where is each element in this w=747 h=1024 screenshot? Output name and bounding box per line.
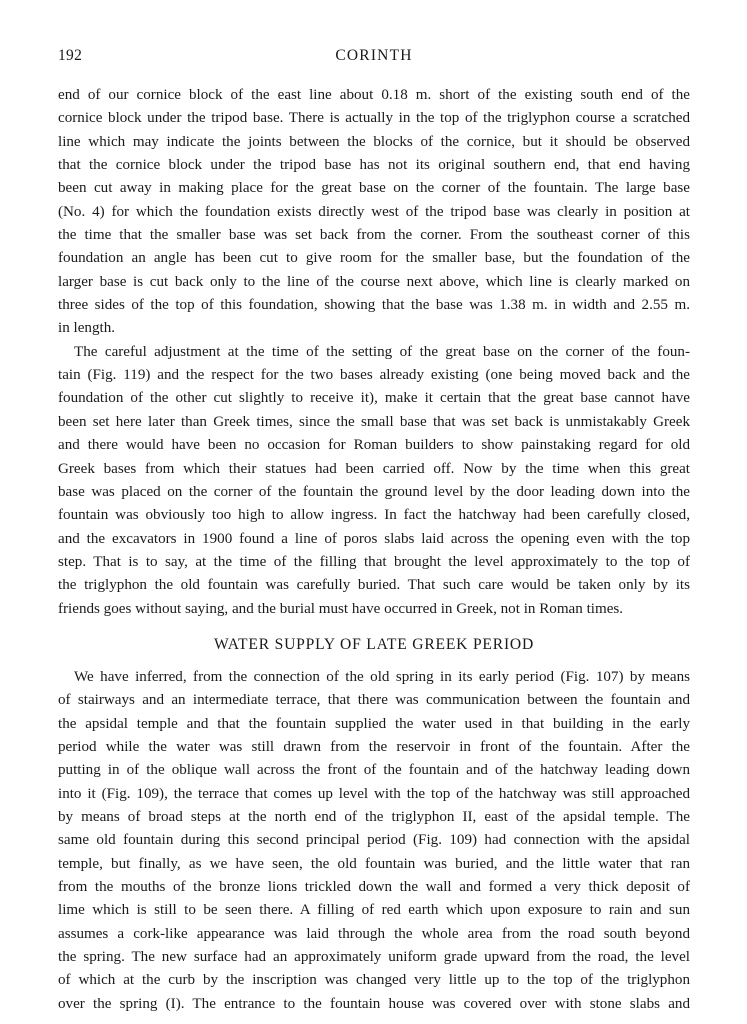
text-line: in length. (58, 320, 116, 337)
text-line: the spring. The new surface had an approximately uniform grade upward from the road, the level (58, 949, 690, 966)
text-line: The careful adjustment at the time of the setting of the great base on the corner of the foun- (74, 343, 690, 360)
text-line: from the mouths of the bronze lions trickled down the wall and formed a very thick deposit of (58, 879, 690, 895)
text-line: line which may indicate the joints between the blocks of the cornice, but it should be observed (58, 133, 690, 150)
text-line: end of our cornice block of the east line about 0.18 m. short of the existing south end of the (58, 87, 690, 103)
text-line: base was placed on the corner of the fountain the ground level by the door leading down into the (58, 483, 690, 500)
text-line: of stairways and an intermediate terrace, that there was communication between the fountain and (58, 692, 690, 709)
text-line: tain (Fig. 119) and the respect for the two bases already existing (one being moved back and the (58, 367, 690, 384)
text-line: been cut away in making place for the great base on the corner of the fountain. The large base (58, 180, 690, 197)
text-line: We have inferred, from the connection of the old spring in its early period (Fig. 107) by means (74, 668, 690, 685)
text-line: over the spring (I). The entrance to the fountain house was covered over with stone slabs and (58, 995, 690, 1012)
text-line: Greek bases from which their statues had been carried off. Now by the time when this great (58, 460, 690, 477)
text-line: foundation an angle has been cut to give room for the smaller base, but the foundation of the (58, 250, 690, 267)
section-heading: WATER SUPPLY OF LATE GREEK PERIOD (213, 635, 535, 653)
page-number: 192 (58, 47, 83, 64)
running-head (58, 47, 690, 69)
text-line: three sides of the top of this foundation, showing that the base was 1.38 m. in width and 2.55 m. (58, 297, 690, 314)
paragraph-2 (58, 341, 690, 621)
text-line: (No. 4) for which the foundation exists directly west of the tripod base was clearly in position at (58, 203, 690, 220)
text-line: friends goes without saying, and the burial must have occurred in Greek, not in Roman times. (58, 600, 624, 617)
text-line: temple, but finally, as we have seen, the old fountain was buried, and the little water that ran (58, 855, 690, 872)
text-line: foundation of the other cut slightly to receive it), make it certain that the great base cannot have (58, 390, 690, 407)
text-line: and the excavators in 1900 found a line of poros slabs laid across the opening even with the top (58, 530, 690, 547)
running-title: CORINTH (335, 47, 413, 64)
text-line: same old fountain during this second principal period (Fig. 109) had connection with the apsidal (58, 832, 690, 849)
text-line: cornice block under the tripod base. There is actually in the top of the triglyphon course a scratched (58, 110, 690, 127)
text-line: and there would have been no occasion for Roman builders to show painstaking regard for old (58, 437, 690, 454)
text-line: assumes a cork-like appearance was laid through the whole area from the road south beyond (58, 925, 690, 942)
text-line: putting in of the oblique wall across the front of the fountain and of the hatchway leading down (58, 762, 690, 779)
body-text (58, 84, 690, 1016)
text-line: lime which is still to be seen there. A filling of red earth which upon exposure to rain and sun (58, 902, 690, 919)
text-line: that the cornice block under the tripod base has not its original southern end, that end having (58, 157, 690, 174)
text-line: fountain was obviously too high to allow ingress. In fact the hatchway had been carefully closed, (58, 507, 690, 524)
text-line: into it (Fig. 109), the terrace that comes up level with the top of the hatchway was still approached (58, 785, 690, 802)
text-line: of which at the curb by the inscription was changed very little up to the top of the triglyphon (58, 972, 690, 989)
text-line: period while the water was still drawn from the reservoir in front of the fountain. After the (58, 738, 690, 755)
text-line: the apsidal temple and that the fountain supplied the water used in that building in the early (58, 715, 690, 732)
text-line: by means of broad steps at the north end of the triglyphon II, east of the apsidal temple. The (58, 808, 690, 825)
text-line: been set here later than Greek times, since the small base that was set back is unmistakably Greek (58, 413, 690, 430)
text-line: the triglyphon the old fountain was carefully buried. That such care would be taken only by its (58, 577, 690, 594)
text-line: step. That is to say, at the time of the filling that brought the level approximately to the top of (58, 553, 690, 570)
text-line: the time that the smaller base was set back from the corner. From the southeast corner of this (58, 227, 690, 244)
paragraph-3 (58, 666, 690, 1016)
paragraph-1 (58, 84, 690, 341)
text-line: larger base is cut back only to the line of the course next above, which line is clearly marked on (58, 273, 690, 290)
